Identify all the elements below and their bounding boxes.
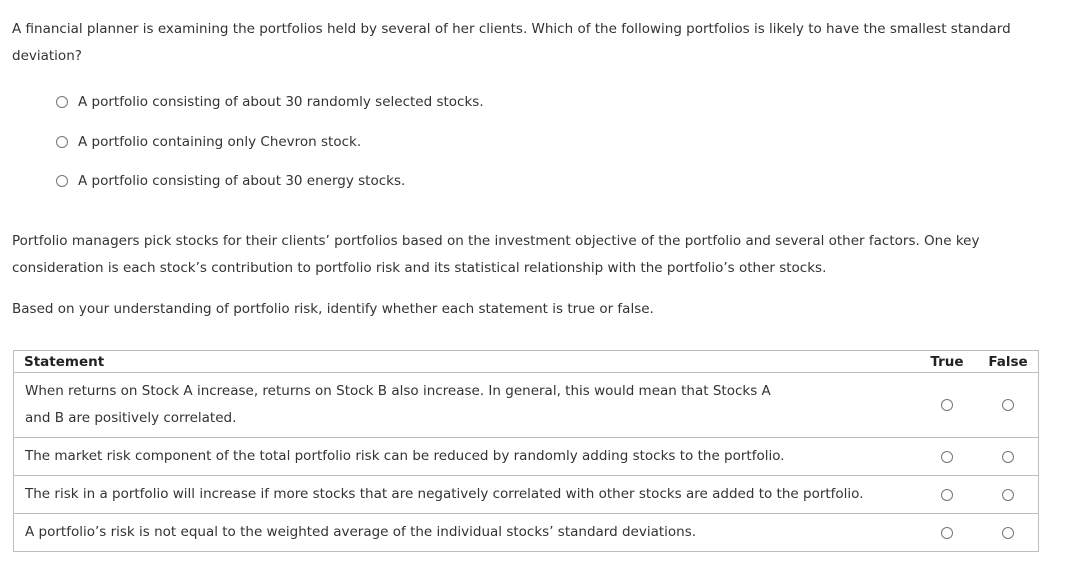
statement-4-true-cell: [916, 514, 978, 552]
statement-1-true-cell: [916, 373, 978, 438]
statement-3-false-radio[interactable]: [1002, 489, 1014, 501]
statement-4-true-radio[interactable]: [941, 527, 953, 539]
statement-4-false-cell: [978, 514, 1039, 552]
statement-3-false-cell: [978, 476, 1039, 514]
statement-1-false-cell: [978, 373, 1039, 438]
option-1[interactable]: [56, 90, 484, 114]
statement-2-true-radio[interactable]: [941, 451, 953, 463]
statement-1-false-radio[interactable]: [1002, 399, 1014, 411]
table-row: [14, 514, 1039, 552]
statement-3-true-radio[interactable]: [941, 489, 953, 501]
statement-3-true-cell: [916, 476, 978, 514]
option-2-label: A portfolio containing only Chevron stock.: [78, 133, 362, 150]
statement-3: The risk in a portfolio will increase if more stocks that are negatively correlated with other stocks are added to the portfolio.: [14, 476, 917, 514]
question-text: A financial planner is examining the portfolios held by several of her clients. Which of the following portfolios is likely to have the smallest standard deviation?: [12, 21, 1011, 64]
passage-paragraph-2: Based on your understanding of portfolio risk, identify whether each statement is true or false.: [12, 301, 654, 317]
table-row: [14, 438, 1039, 476]
option-3[interactable]: [56, 169, 484, 193]
table-row: [14, 373, 1039, 438]
header-statement: Statement: [14, 351, 917, 373]
statement-2-false-radio[interactable]: [1002, 451, 1014, 463]
option-1-label: A portfolio consisting of about 30 randomly selected stocks.: [78, 94, 484, 110]
answer-options: [56, 90, 484, 209]
option-3-radio[interactable]: [56, 175, 68, 187]
statement-4-false-radio[interactable]: [1002, 527, 1014, 539]
true-false-table: [13, 350, 1039, 552]
passage-paragraph-1: Portfolio managers pick stocks for their clients’ portfolios based on the investment objective of the portfolio and several other factors. One key consideration is each stock’s contribution to portfolio risk and its statistical relationship with the portfolio’s other stocks.: [12, 233, 980, 276]
statement-1-true-radio[interactable]: [941, 399, 953, 411]
statement-4: A portfolio’s risk is not equal to the weighted average of the individual stocks’ standard deviations.: [14, 514, 917, 552]
table-header-row: [14, 351, 1039, 373]
statement-2: The market risk component of the total portfolio risk can be reduced by randomly adding stocks to the portfolio.: [14, 438, 917, 476]
header-false: False: [978, 351, 1039, 373]
statement-2-true-cell: [916, 438, 978, 476]
option-3-label: A portfolio consisting of about 30 energy stocks.: [78, 173, 406, 189]
header-true: True: [916, 351, 978, 373]
option-2[interactable]: [56, 130, 484, 154]
option-1-radio[interactable]: [56, 96, 68, 108]
table-row: [14, 476, 1039, 514]
statement-1: When returns on Stock A increase, returns on Stock B also increase. In general, this would mean that Stocks A and B are positively correlated.: [14, 373, 917, 438]
option-2-radio[interactable]: [56, 136, 68, 148]
statement-2-false-cell: [978, 438, 1039, 476]
